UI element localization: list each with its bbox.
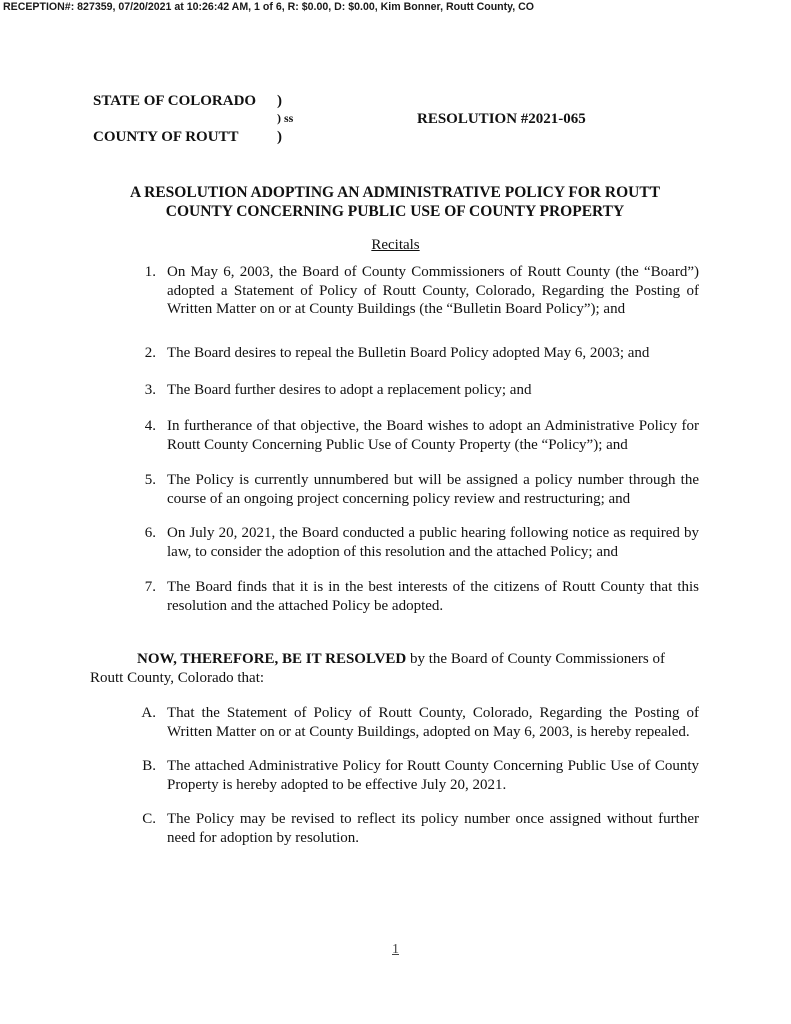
caption-paren-ss: ) ss <box>277 111 294 125</box>
recital-number: 4. <box>144 418 156 434</box>
resolved-paragraph <box>90 650 690 688</box>
page-number: 1 <box>392 942 399 957</box>
recital-number: 6. <box>144 525 156 541</box>
title-line-1: A RESOLUTION ADOPTING AN ADMINISTRATIVE POLICY FOR ROUTT <box>129 184 661 201</box>
recital-number: 1. <box>144 264 156 280</box>
recording-stamp: RECEPTION#: 827359, 07/20/2021 at 10:26:42 AM, 1 of 6, R: $0.00, D: $0.00, Kim Bonner, Routt County, CO <box>3 1 535 13</box>
recitals-heading: Recitals <box>371 237 420 253</box>
recital-text: The Board desires to repeal the Bulletin Board Policy adopted May 6, 2003; and <box>167 345 650 361</box>
recital-text: The Board further desires to adopt a replacement policy; and <box>167 382 532 398</box>
caption-county: COUNTY OF ROUTT <box>93 129 239 145</box>
recital-number: 2. <box>144 345 156 361</box>
resolved-item-text: The attached Administrative Policy for Routt County Concerning Public Use of County Property is hereby adopted to be effective July 20, 2021. <box>167 758 699 793</box>
resolved-item-text: The Policy may be revised to reflect its policy number once assigned without further need for adoption by resolution. <box>167 811 699 846</box>
caption-paren: ) <box>277 129 282 145</box>
resolved-text: by the Board of County Commissioners of Routt County, Colorado that: <box>90 651 666 686</box>
recital-text: On July 20, 2021, the Board conducted a public hearing following notice as required by law, to consider the adoption of this resolution and the attached Policy; and <box>167 525 699 560</box>
resolved-lead: NOW, THEREFORE, BE IT RESOLVED <box>137 651 407 667</box>
case-caption <box>93 93 713 153</box>
resolved-letter: A. <box>141 705 156 721</box>
resolution-number: RESOLUTION #2021-065 <box>417 111 586 127</box>
recital-number: 5. <box>144 472 156 488</box>
resolved-item-text: That the Statement of Policy of Routt County, Colorado, Regarding the Posting of Written Matter on or at County Buildings, adopted on May 6, 2003, is hereby repealed. <box>167 705 699 740</box>
recital-number: 7. <box>144 579 156 595</box>
recital-text: On May 6, 2003, the Board of County Commissioners of Routt County (the “Board”) adopted a Statement of Policy of Routt County, Colorado, Regarding the Posting of Written Matter on or at County Buildings (the “Bulletin Board Policy”); and <box>167 264 699 317</box>
title-line-2: COUNTY CONCERNING PUBLIC USE OF COUNTY PROPERTY <box>165 203 625 220</box>
resolved-letter: C. <box>142 811 156 827</box>
recital-text: In furtherance of that objective, the Board wishes to adopt an Administrative Policy for Routt County Concerning Public Use of County Property (the “Policy”); and <box>167 418 699 453</box>
recital-text: The Policy is currently unnumbered but will be assigned a policy number through the course of an ongoing project concerning policy review and restructuring; and <box>167 472 699 507</box>
document-title <box>100 183 690 221</box>
resolved-letter: B. <box>142 758 156 774</box>
caption-paren: ) <box>277 93 282 109</box>
recital-number: 3. <box>144 382 156 398</box>
caption-state: STATE OF COLORADO <box>93 93 257 109</box>
recital-text: The Board finds that it is in the best interests of the citizens of Routt County that this resolution and the attached Policy be adopted. <box>167 579 699 614</box>
